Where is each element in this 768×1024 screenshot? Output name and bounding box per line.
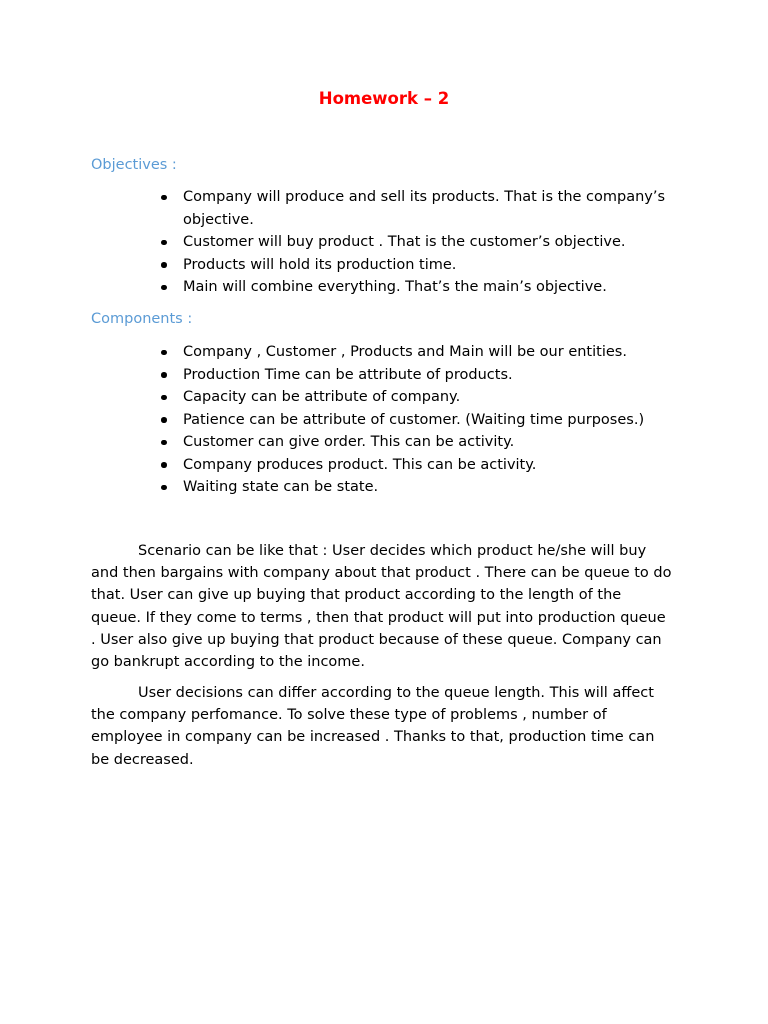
list-item: Production Time can be attribute of products.	[0, 364, 683, 387]
objectives-heading: Objectives :	[91, 157, 177, 173]
components-list	[0, 341, 768, 499]
list-item: Customer can give order. This can be activity.	[0, 431, 683, 454]
bullet-icon	[161, 372, 167, 378]
list-item: Company , Customer , Products and Main will be our entities.	[0, 341, 683, 364]
list-item: Company produces product. This can be activity.	[0, 454, 683, 477]
list-item: Patience can be attribute of customer. (Waiting time purposes.)	[0, 409, 683, 432]
list-item: Products will hold its production time.	[0, 254, 683, 277]
objectives-list	[0, 186, 768, 299]
bullet-icon	[161, 462, 167, 468]
bullet-icon	[161, 240, 167, 246]
decisions-paragraph: User decisions can differ according to the queue length. This will affect the company perfomance. To solve these type of problems , number of employee in company can be increased . Thanks to that, production time can be decreased.	[91, 685, 655, 768]
bullet-icon	[161, 285, 167, 291]
bullet-icon	[161, 350, 167, 356]
list-item: Capacity can be attribute of company.	[0, 386, 683, 409]
scenario-paragraph: Scenario can be like that : User decides which product he/she will buy and then bargains with company about that product . There can be queue to do that. User can give up buying that product according to the length of the queue. If they come to terms , then that product will put into production queue . User also give up buying that product because of these queue. Company can go bankrupt according to the income.	[91, 543, 672, 671]
bullet-icon	[161, 262, 167, 268]
bullet-icon	[161, 195, 167, 201]
list-item: Company will produce and sell its products. That is the company’s objective.	[0, 186, 683, 231]
bullet-icon	[161, 417, 167, 423]
list-item: Customer will buy product . That is the customer’s objective.	[0, 231, 683, 254]
bullet-icon	[161, 395, 167, 401]
bullet-icon	[161, 485, 167, 491]
components-heading: Components :	[91, 311, 193, 327]
bullet-icon	[161, 440, 167, 446]
list-item: Main will combine everything. That’s the main’s objective.	[0, 276, 683, 299]
document-title: Homework – 2	[318, 89, 450, 108]
list-item: Waiting state can be state.	[0, 476, 683, 499]
